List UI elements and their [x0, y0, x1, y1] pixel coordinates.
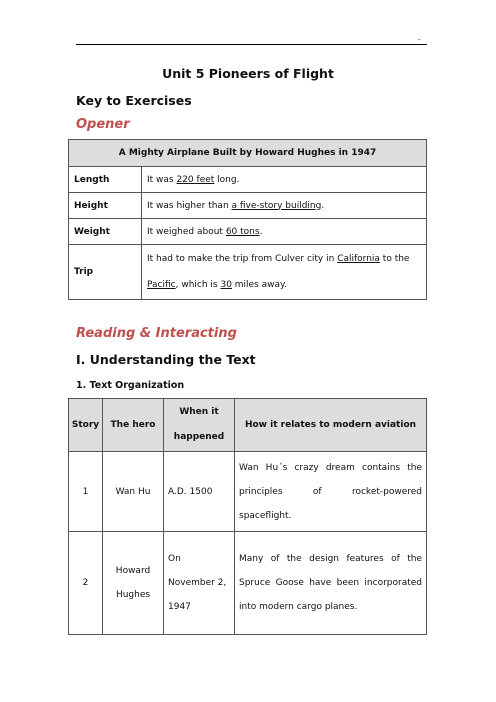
header-mark: - — [418, 36, 421, 44]
opener-table-title: A Mighty Airplane Built by Howard Hughes in 1947 — [69, 140, 427, 167]
header-rule — [76, 44, 427, 45]
cell-how: Many of the design features of the Spruce Goose have been incorporated into modern cargo planes. — [235, 532, 427, 635]
reading-heading: Reading & Interacting — [76, 326, 237, 341]
text-organization-table — [68, 398, 427, 635]
key-heading: Key to Exercises — [76, 93, 192, 108]
col-when: When it happened — [164, 399, 235, 452]
cell-when: A.D. 1500 — [164, 452, 235, 532]
col-how: How it relates to modern aviation — [235, 399, 427, 452]
subsection-heading: 1. Text Organization — [76, 380, 185, 391]
cell-when: On November 2, 1947 — [164, 532, 235, 635]
cell-how: Wan Hu´s crazy dream contains the principles of rocket-powered spaceflight. — [235, 452, 427, 532]
row-value: It was higher than a five-story building. — [142, 193, 427, 219]
row-label: Length — [69, 167, 142, 193]
row-label: Weight — [69, 219, 142, 245]
row-value: It had to make the trip from Culver city in California to the Pacific, which is 30 miles away. — [142, 245, 427, 300]
row-label: Height — [69, 193, 142, 219]
table-row — [69, 193, 427, 219]
cell-story: 1 — [69, 452, 103, 532]
table-row — [69, 245, 427, 300]
table-row — [69, 532, 427, 635]
opener-table — [68, 139, 427, 300]
page-title: Unit 5 Pioneers of Flight — [162, 66, 334, 81]
row-value: It was 220 feet long. — [142, 167, 427, 193]
cell-hero: Howard Hughes — [103, 532, 164, 635]
cell-story: 2 — [69, 532, 103, 635]
col-story: Story — [69, 399, 103, 452]
table-row — [69, 167, 427, 193]
table-header-row — [69, 399, 427, 452]
row-value: It weighed about 60 tons. — [142, 219, 427, 245]
row-label: Trip — [69, 245, 142, 300]
table-row — [69, 219, 427, 245]
table-row — [69, 452, 427, 532]
section-heading: I. Understanding the Text — [76, 352, 256, 367]
col-hero: The hero — [103, 399, 164, 452]
opener-heading: Opener — [76, 117, 130, 132]
cell-hero: Wan Hu — [103, 452, 164, 532]
